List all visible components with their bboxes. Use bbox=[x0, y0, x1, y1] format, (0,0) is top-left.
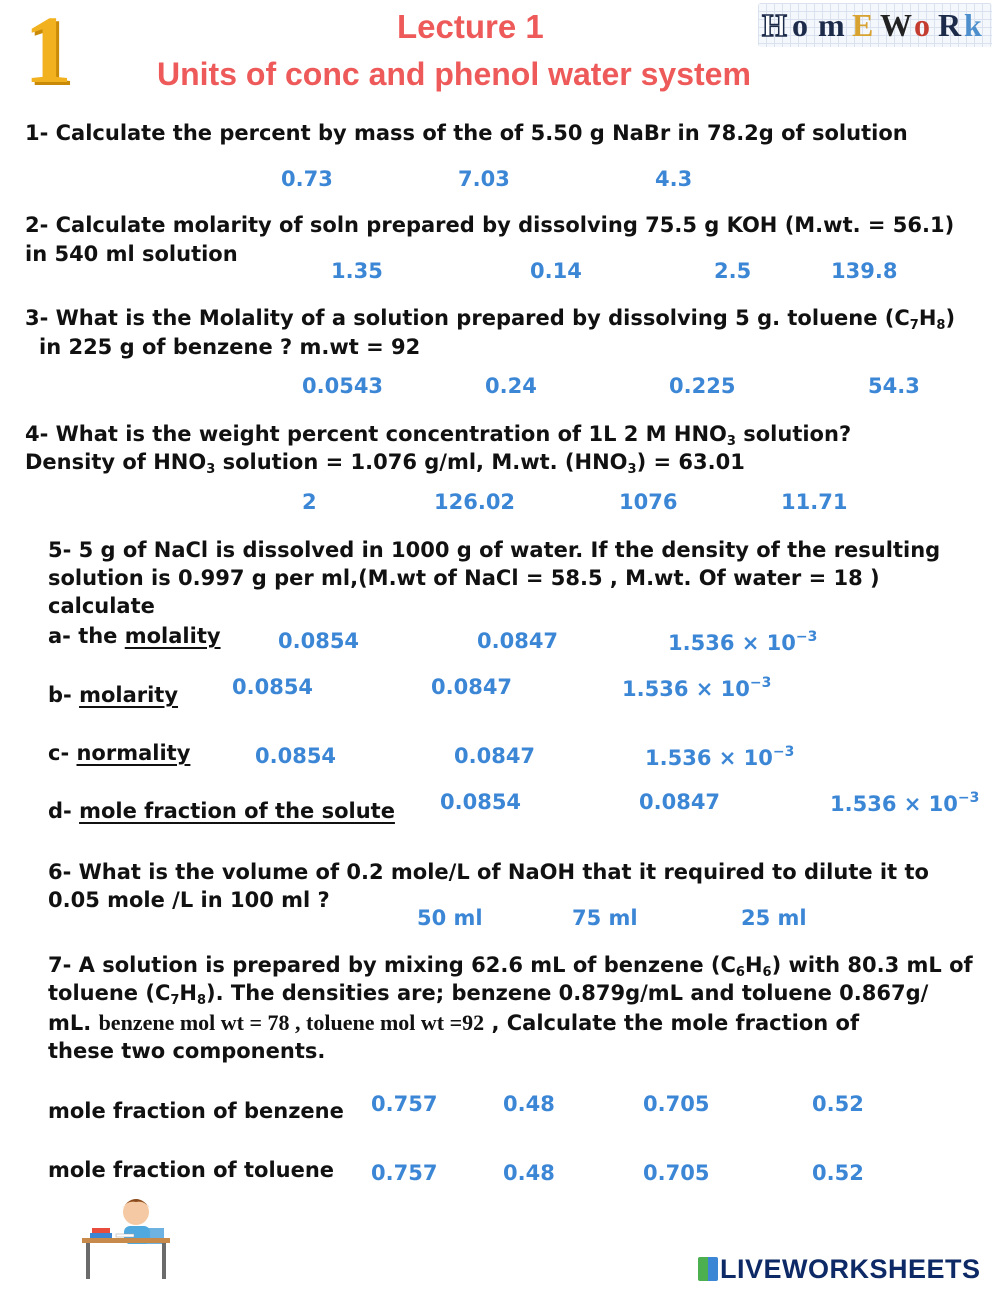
footer-brand bbox=[698, 1254, 981, 1285]
number-one-badge: 1 bbox=[24, 0, 72, 103]
q7-text: H bbox=[179, 981, 197, 1005]
q7-benzene-label: mole fraction of benzene bbox=[48, 1099, 344, 1123]
q5a-option[interactable] bbox=[668, 629, 817, 655]
q7-benzene-option[interactable]: 0.757 bbox=[371, 1092, 438, 1116]
q2-option[interactable]: 1.35 bbox=[331, 259, 383, 283]
q5b-option-exp: −3 bbox=[749, 675, 772, 691]
q5b-term: molarity bbox=[79, 683, 179, 707]
q4-option[interactable]: 11.71 bbox=[781, 490, 848, 514]
q5d-term: mole fraction of the solute bbox=[79, 799, 395, 823]
book-stack bbox=[90, 1233, 112, 1238]
lecture-title: Lecture 1 bbox=[397, 8, 544, 45]
q7-toluene-option[interactable]: 0.705 bbox=[643, 1161, 710, 1185]
q4-text: solution = 1.076 g/ml, M.wt. (HNO bbox=[215, 450, 628, 474]
q7-subscript: 6 bbox=[735, 965, 745, 980]
q5d-option[interactable]: 0.0854 bbox=[440, 790, 522, 814]
q7-toluene-option[interactable]: 0.757 bbox=[371, 1161, 438, 1185]
q4-option[interactable]: 2 bbox=[302, 490, 317, 514]
q4-text: ) = 63.01 bbox=[636, 450, 745, 474]
q1-option[interactable]: 0.73 bbox=[281, 167, 333, 191]
q4-option[interactable]: 1076 bbox=[619, 490, 678, 514]
homework-letter: H bbox=[762, 7, 787, 43]
q7-benzene-option[interactable]: 0.48 bbox=[503, 1092, 555, 1116]
q2-option[interactable]: 139.8 bbox=[831, 259, 898, 283]
q7-text: ). The densities are; benzene 0.879g/mL and toluene 0.867g/ bbox=[206, 981, 929, 1005]
question-2-line-1: 2- Calculate molarity of soln prepared by dissolving 75.5 g KOH (M.wt. = 56.1) bbox=[25, 213, 955, 237]
q5a-option[interactable]: 0.0847 bbox=[477, 629, 559, 653]
q7-text: 7- A solution is prepared by mixing 62.6 mL of benzene (C bbox=[48, 953, 736, 977]
q7-toluene-option[interactable]: 0.52 bbox=[812, 1161, 864, 1185]
q5a-term: molality bbox=[124, 624, 221, 648]
q5b-option[interactable]: 0.0854 bbox=[232, 675, 314, 699]
q5a-prefix: a- the bbox=[48, 624, 125, 648]
q6-option[interactable]: 25 ml bbox=[741, 906, 807, 930]
q4-text: Density of HNO bbox=[25, 450, 207, 474]
q7-text: mL. bbox=[48, 1011, 99, 1035]
q5c-term: normality bbox=[76, 741, 191, 765]
desk-leg bbox=[162, 1243, 166, 1279]
q5c-option[interactable] bbox=[645, 744, 794, 770]
q3-option[interactable]: 0.225 bbox=[669, 374, 736, 398]
q7-text: H bbox=[744, 953, 763, 977]
q5b-label bbox=[48, 681, 178, 709]
homework-letter: k bbox=[964, 7, 982, 43]
paper bbox=[116, 1234, 134, 1237]
q5d-prefix: d- bbox=[48, 799, 80, 823]
question-4-line-2 bbox=[25, 448, 745, 484]
q5c-option-base: 1.536 × 10 bbox=[645, 746, 773, 770]
liveworksheets-logo-icon bbox=[698, 1257, 718, 1281]
q6-option[interactable]: 50 ml bbox=[417, 906, 483, 930]
q7-subscript: 8 bbox=[197, 993, 207, 1008]
question-7-line-3 bbox=[48, 1009, 859, 1037]
question-2-line-2: in 540 ml solution bbox=[25, 242, 238, 266]
question-1: 1- Calculate the percent by mass of the of 5.50 g NaBr in 78.2g of solution bbox=[25, 121, 908, 145]
q5a-option[interactable]: 0.0854 bbox=[278, 629, 360, 653]
q2-option[interactable]: 2.5 bbox=[714, 259, 752, 283]
q7-subscript: 7 bbox=[170, 993, 180, 1008]
q3-subscript: 8 bbox=[936, 318, 946, 333]
book-stack bbox=[92, 1228, 110, 1233]
q3-text: 3- What is the Molality of a solution prepared by dissolving 5 g. toluene (C bbox=[25, 306, 910, 330]
q5c-option[interactable]: 0.0847 bbox=[454, 744, 536, 768]
question-6-line-1: 6- What is the volume of 0.2 mole/L of NaOH that it required to dilute it to bbox=[48, 860, 929, 884]
q7-benzene-option[interactable]: 0.705 bbox=[643, 1092, 710, 1116]
homework-letter: R bbox=[938, 7, 962, 43]
homework-letter: W bbox=[880, 7, 912, 43]
homework-logo bbox=[758, 3, 992, 47]
desk-leg bbox=[86, 1243, 90, 1279]
q3-text: ) bbox=[945, 306, 956, 330]
q7-text: , Calculate the mole fraction of bbox=[484, 1011, 860, 1035]
q5c-label bbox=[48, 739, 190, 767]
lecture-subtitle: Units of conc and phenol water system bbox=[157, 56, 751, 92]
homework-letter: o bbox=[914, 7, 930, 43]
q4-text: solution? bbox=[735, 422, 852, 446]
q7-text: toluene (C bbox=[48, 981, 171, 1005]
q2-option[interactable]: 0.14 bbox=[530, 259, 582, 283]
homework-letter: E bbox=[852, 7, 874, 43]
q5c-option-exp: −3 bbox=[772, 744, 795, 760]
q3-text: H bbox=[918, 306, 937, 330]
question-5-line-2: solution is 0.997 g per ml,(M.wt of NaCl = 58.5 , M.wt. Of water = 18 ) bbox=[48, 566, 880, 590]
question-3-line-2: in 225 g of benzene ? m.wt = 92 bbox=[39, 335, 421, 359]
q5a-label bbox=[48, 622, 221, 650]
q5c-option[interactable]: 0.0854 bbox=[255, 744, 337, 768]
brand-text: LIVEWORKSHEETS bbox=[720, 1254, 981, 1284]
q5b-prefix: b- bbox=[48, 683, 80, 707]
q7-mol-weights: benzene mol wt = 78 , toluene mol wt =92 bbox=[98, 1010, 485, 1035]
q6-option[interactable]: 75 ml bbox=[572, 906, 638, 930]
q5b-option-base: 1.536 × 10 bbox=[622, 677, 750, 701]
question-6-line-2: 0.05 mole /L in 100 ml ? bbox=[48, 888, 330, 912]
q5d-option[interactable]: 0.0847 bbox=[639, 790, 721, 814]
q5b-option[interactable] bbox=[622, 675, 771, 701]
q7-text: ) with 80.3 mL of bbox=[771, 953, 973, 977]
q7-toluene-option[interactable]: 0.48 bbox=[503, 1161, 555, 1185]
q5a-option-base: 1.536 × 10 bbox=[668, 631, 796, 655]
q1-option[interactable]: 7.03 bbox=[458, 167, 510, 191]
question-7-line-4: these two components. bbox=[48, 1039, 326, 1063]
q5a-option-exp: −3 bbox=[795, 629, 818, 645]
q3-option[interactable]: 54.3 bbox=[868, 374, 920, 398]
q4-subscript: 3 bbox=[627, 462, 637, 477]
q7-toluene-label: mole fraction of toluene bbox=[48, 1158, 335, 1182]
homework-letter: m bbox=[818, 7, 845, 43]
question-5-line-1: 5- 5 g of NaCl is dissolved in 1000 g of water. If the density of the resulting bbox=[48, 538, 941, 562]
q4-option[interactable]: 126.02 bbox=[434, 490, 516, 514]
q5c-prefix: c- bbox=[48, 741, 77, 765]
student-desk-illustration bbox=[78, 1192, 178, 1282]
q5d-label bbox=[48, 797, 395, 825]
q3-subscript: 7 bbox=[909, 318, 919, 333]
q5d-option-base: 1.536 × 10 bbox=[830, 792, 958, 816]
desk-top bbox=[82, 1238, 170, 1243]
question-5-line-3: calculate bbox=[48, 594, 155, 618]
q4-text: 4- What is the weight percent concentration of 1L 2 M HNO bbox=[25, 422, 727, 446]
q1-option[interactable]: 4.3 bbox=[655, 167, 693, 191]
q7-subscript: 6 bbox=[762, 965, 772, 980]
q4-subscript: 3 bbox=[206, 462, 216, 477]
q5d-option-exp: −3 bbox=[957, 790, 980, 806]
q7-benzene-option[interactable]: 0.52 bbox=[812, 1092, 864, 1116]
q5b-option[interactable]: 0.0847 bbox=[431, 675, 513, 699]
q5d-option[interactable] bbox=[830, 790, 979, 816]
q3-option[interactable]: 0.24 bbox=[485, 374, 537, 398]
homework-letter: o bbox=[792, 7, 808, 43]
q3-option[interactable]: 0.0543 bbox=[302, 374, 384, 398]
q4-subscript: 3 bbox=[726, 434, 736, 449]
